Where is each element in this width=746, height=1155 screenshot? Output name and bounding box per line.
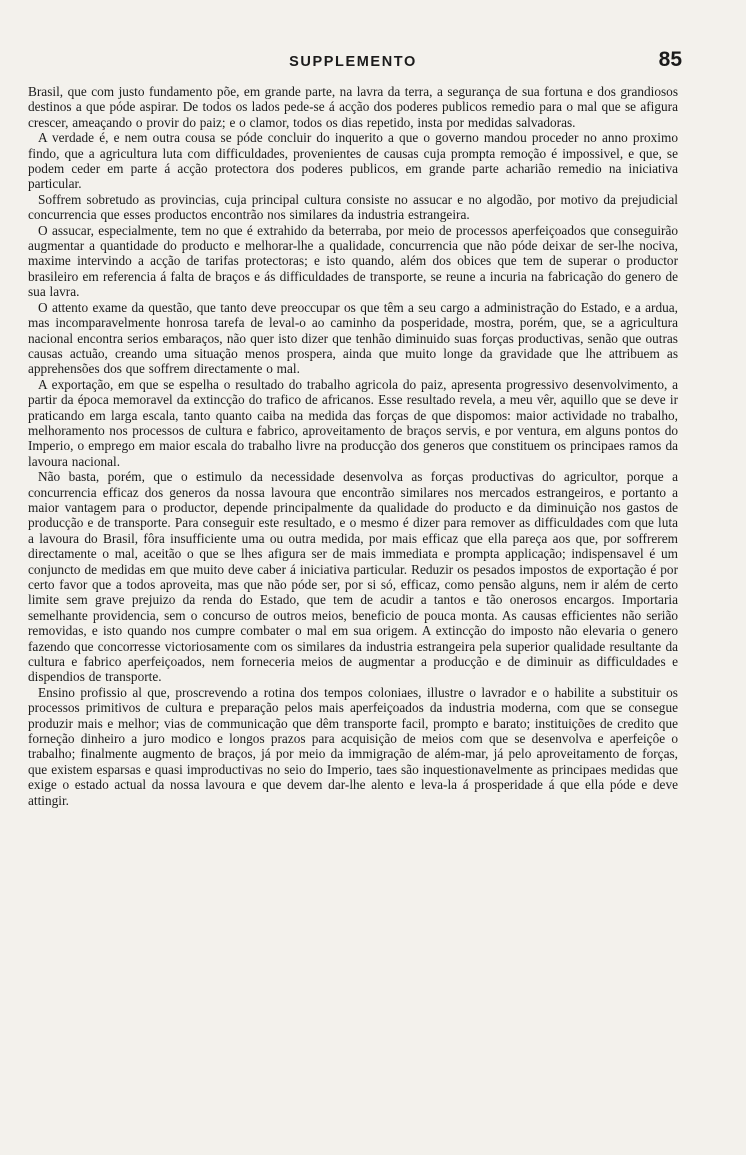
body-text xyxy=(28,84,678,808)
paragraph: A exportação, em que se espelha o resultado do trabalho agricola do paiz, apresenta progressivo desenvolvimento, a partir da época memoravel da extincção do trafico de africanos. Esse resultado revela, a meu vêr, aquillo que se deve ir praticando em larga escala, tanto quanto caiba na medida das forças de que dispomos: maior actividade no trabalho, melhoramento nos processos de cultura e fabrico, aproveitamento de braços servis, e por ventura, em alguns pontos do Imperio, o emprego em maior escala do trabalho livre na producção dos generos que constituem os principaes ramos da lavoura nacional. xyxy=(28,376,678,469)
page-header xyxy=(28,44,682,72)
paragraph: O attento exame da questão, que tanto deve preoccupar os que têm a seu cargo a administração do Estado, e a ardua, mas incomparavelmente honrosa tarefa de leval-o ao caminho da posperidade, mostra, porém, que, se a agricultura nacional encontra serios embaraços, não quer isto dizer que tenhão diminuido suas forças productivas, senão que outras causas actuão, creando uma situação menos prospera, ainda que muito longe da gravidade que lhe attribuem as apprehensões dos que soffrem directamente o mal. xyxy=(28,299,678,377)
paragraph: O assucar, especialmente, tem no que é extrahido da beterraba, por meio de processos aperfeiçoados que conseguirão augmentar a quantidade do producto e melhorar-lhe a qualidade, concurrencia que não póde deixar de ser-lhe nociva, maxime intervindo a acção de tarifas protectoras; e isto quando, além dos obices que tem de superar o productor brasileiro em referencia á falta de braços e ás difficuldades de transporte, se reune a incuria na fabricação do genero de sua lavra. xyxy=(28,222,678,300)
paragraph: Soffrem sobretudo as provincias, cuja principal cultura consiste no assucar e no algodão, por motivo da prejudicial concurrencia que esses productos encontrão nos similares da industria estrangeira. xyxy=(28,191,678,223)
paragraph: A verdade é, e nem outra cousa se póde concluir do inquerito a que o governo mandou proceder no anno proximo findo, que a agricultura luta com difficuldades, provenientes de causas cuja prompta remoção é impossivel, e que, se podem ceder em parte á acção protectora dos poderes publicos, em grande parte acharião remedio na iniciativa particular. xyxy=(28,130,678,192)
paragraph: Brasil, que com justo fundamento põe, em grande parte, na lavra da terra, a segurança de sua fortuna e dos grandiosos destinos a que póde aspirar. De todos os lados pede-se á acção dos poderes publicos remedio para o mal que se afigura crescer, ameaçando o provir do paiz; e o clamor, todos os dias repetido, insta por medidas salvadoras. xyxy=(28,84,678,130)
document-page xyxy=(28,44,682,1140)
paragraph: Ensino profissio al que, proscrevendo a rotina dos tempos coloniaes, illustre o lavrador e o habilite a substituir os processos primitivos de cultura e preparação pelos mais aperfeiçoados da industria moderna, com que se consegue produzir mais e melhor; vias de communicação que dêm transporte facil, prompto e barato; instituições de credito que forneção dinheiro a juro modico e longos prazos para acquisição de meios com que se desenvolva e aperfeiçôe o trabalho; finalmente augmento de braços, já por meio da immigração de além-mar, já pelo aproveitamento de forças, que existem esparsas e quasi improductivas no seio do Imperio, taes são inquestionavelmente as principaes medidas que exige o estado actual da nossa lavoura e que devem dar-lhe alento e leva-la á prosperidade á que ella póde e deve attingir. xyxy=(28,684,678,808)
page-number: 85 xyxy=(658,48,682,71)
paragraph: Não basta, porém, que o estimulo da necessidade desenvolva as forças productivas do agricultor, porque a concurrencia efficaz dos generos da nossa lavoura que encontrão similares nos mercados estrangeiros, e portanto a maior vantagem para o productor, depende principalmente da qualidade do producto e da diminuição nos gastos de producção e de transporte. Para conseguir este resultado, e o mesmo é dizer para remover as difficuldades com que luta a lavoura do Brasil, fôra insufficiente uma ou outra medida, por mais efficaz que ella pareça aos que, por soffrerem directamente o mal, aceitão o que se lhes afigura ser de mais immediata e prompta applicação; indispensavel é um conjuncto de medidas em que muito deve caber á iniciativa particular. Reduzir os pesados impostos de exportação é por certo favor que a todos aproveita, mas que não póde ser, por si só, efficaz, como pensão alguns, nem ir além de certo limite sem grave prejuizo da renda do Estado, que tem de acudir a tantos e tão onerosos encargos. Importaria semelhante providencia, sem o concurso de outros meios, beneficio de pouca monta. As causas efficientes não serião removidas, e isto quando nos cumpre combater o mal em sua origem. A extincção do imposto não elevaria o genero fazendo que concorresse victoriosamente com os similares da industria estrangeira pela superior qualidade resultante da cultura e fabrico aperfeiçoados, nem forneceria meios de augmentar a producção e de diminuir as difficuldades e dispendios de transporte. xyxy=(28,469,678,685)
running-title: SUPPLEMENTO xyxy=(289,54,417,70)
